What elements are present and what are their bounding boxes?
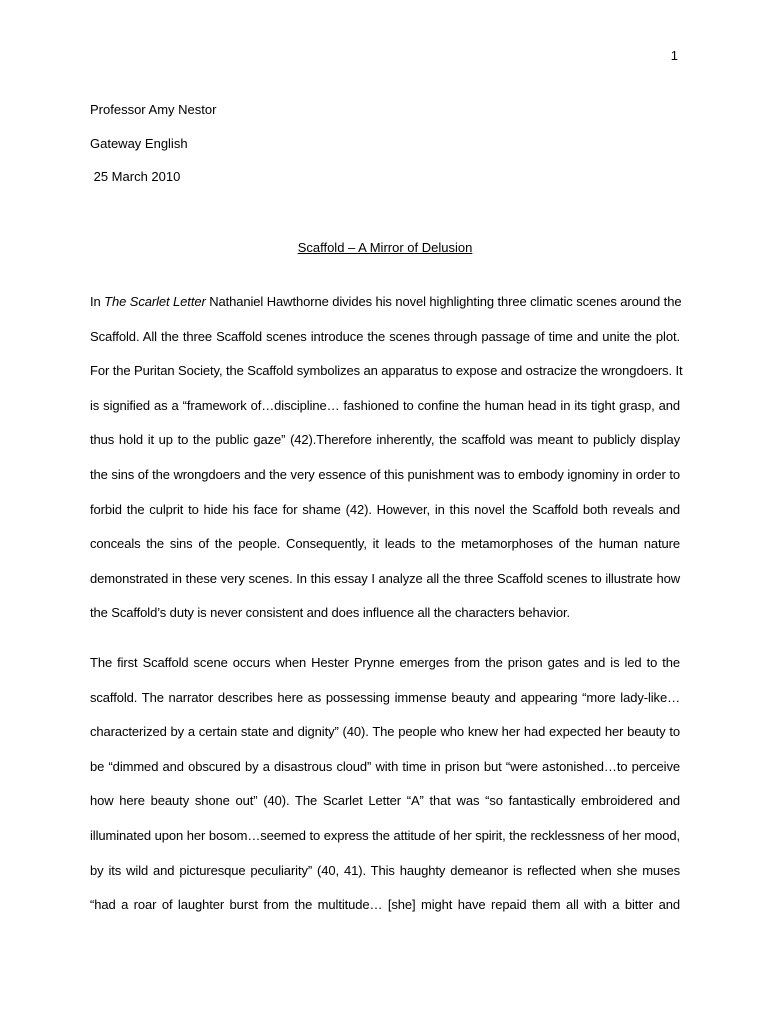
paragraph-line: the sins of the wrongdoers and the very essence of this punishment was to embody ignominy in order to	[90, 466, 680, 482]
paragraph-line: how here beauty shone out” (40). The Scarlet Letter “A” that was “so fantastically embroidered and	[90, 793, 680, 809]
paragraph-line: For the Puritan Society, the Scaffold symbolizes an apparatus to expose and ostracize the wrongdoers. It	[90, 363, 683, 379]
essay-title: Scaffold – A Mirror of Delusion	[297, 240, 473, 255]
essay-date: 25 March 2010	[90, 169, 181, 184]
paragraph-line: thus hold it up to the public gaze” (42).Therefore inherently, the scaffold was meant to publicly display	[90, 432, 680, 448]
paragraph-line: by its wild and picturesque peculiarity” (40, 41). This haughty demeanor is reflected when she muses	[90, 862, 680, 878]
paragraph-line: The first Scaffold scene occurs when Hester Prynne emerges from the prison gates and is led to the	[90, 655, 680, 670]
line-prefix: In	[90, 294, 105, 309]
header-block	[90, 93, 680, 194]
paragraph-line: demonstrated in these very scenes. In this essay I analyze all the three Scaffold scenes to illustrate how	[90, 570, 680, 586]
paragraph-line: conceals the sins of the people. Consequently, it leads to the metamorphoses of the human nature	[90, 536, 680, 552]
paragraph-line: be “dimmed and obscured by a disastrous cloud” with time in prison but “were astonished…to perceive	[90, 758, 680, 774]
book-title: The Scarlet Letter	[104, 294, 206, 309]
paragraph-line: forbid the culprit to hide his face for shame (42). However, in this novel the Scaffold both reveals and	[90, 501, 680, 517]
paragraph-line: scaffold. The narrator describes here as possessing immense beauty and appearing “more lady-like…	[90, 689, 680, 705]
paragraph-2	[90, 646, 680, 923]
paragraph-line: the Scaffold’s duty is never consistent and does influence all the characters behavior.	[90, 605, 571, 621]
paragraph-line: illuminated upon her bosom…seemed to express the attitude of her spirit, the recklessness of her mood,	[90, 827, 680, 843]
course-name: Gateway English	[90, 135, 188, 151]
paragraph-line: “had a roar of laughter burst from the multitude… [she] might have repaid them all with a bitter and	[90, 897, 680, 913]
professor-name: Professor Amy Nestor	[90, 102, 217, 117]
paragraph-line: Scaffold. All the three Scaffold scenes introduce the scenes through passage of time and unite the plot.	[90, 328, 680, 344]
paragraph-line: characterized by a certain state and dignity” (40). The people who knew her had expected her beauty to	[90, 724, 680, 740]
paragraph-line	[90, 285, 680, 320]
paragraph-line: is signified as a “framework of…discipline… fashioned to confine the human head in its tight grasp, and	[90, 397, 680, 413]
page-number: 1	[670, 48, 678, 63]
line-suffix: Nathaniel Hawthorne divides his novel highlighting three climatic scenes around the	[205, 294, 682, 309]
paragraph-1	[90, 285, 683, 631]
